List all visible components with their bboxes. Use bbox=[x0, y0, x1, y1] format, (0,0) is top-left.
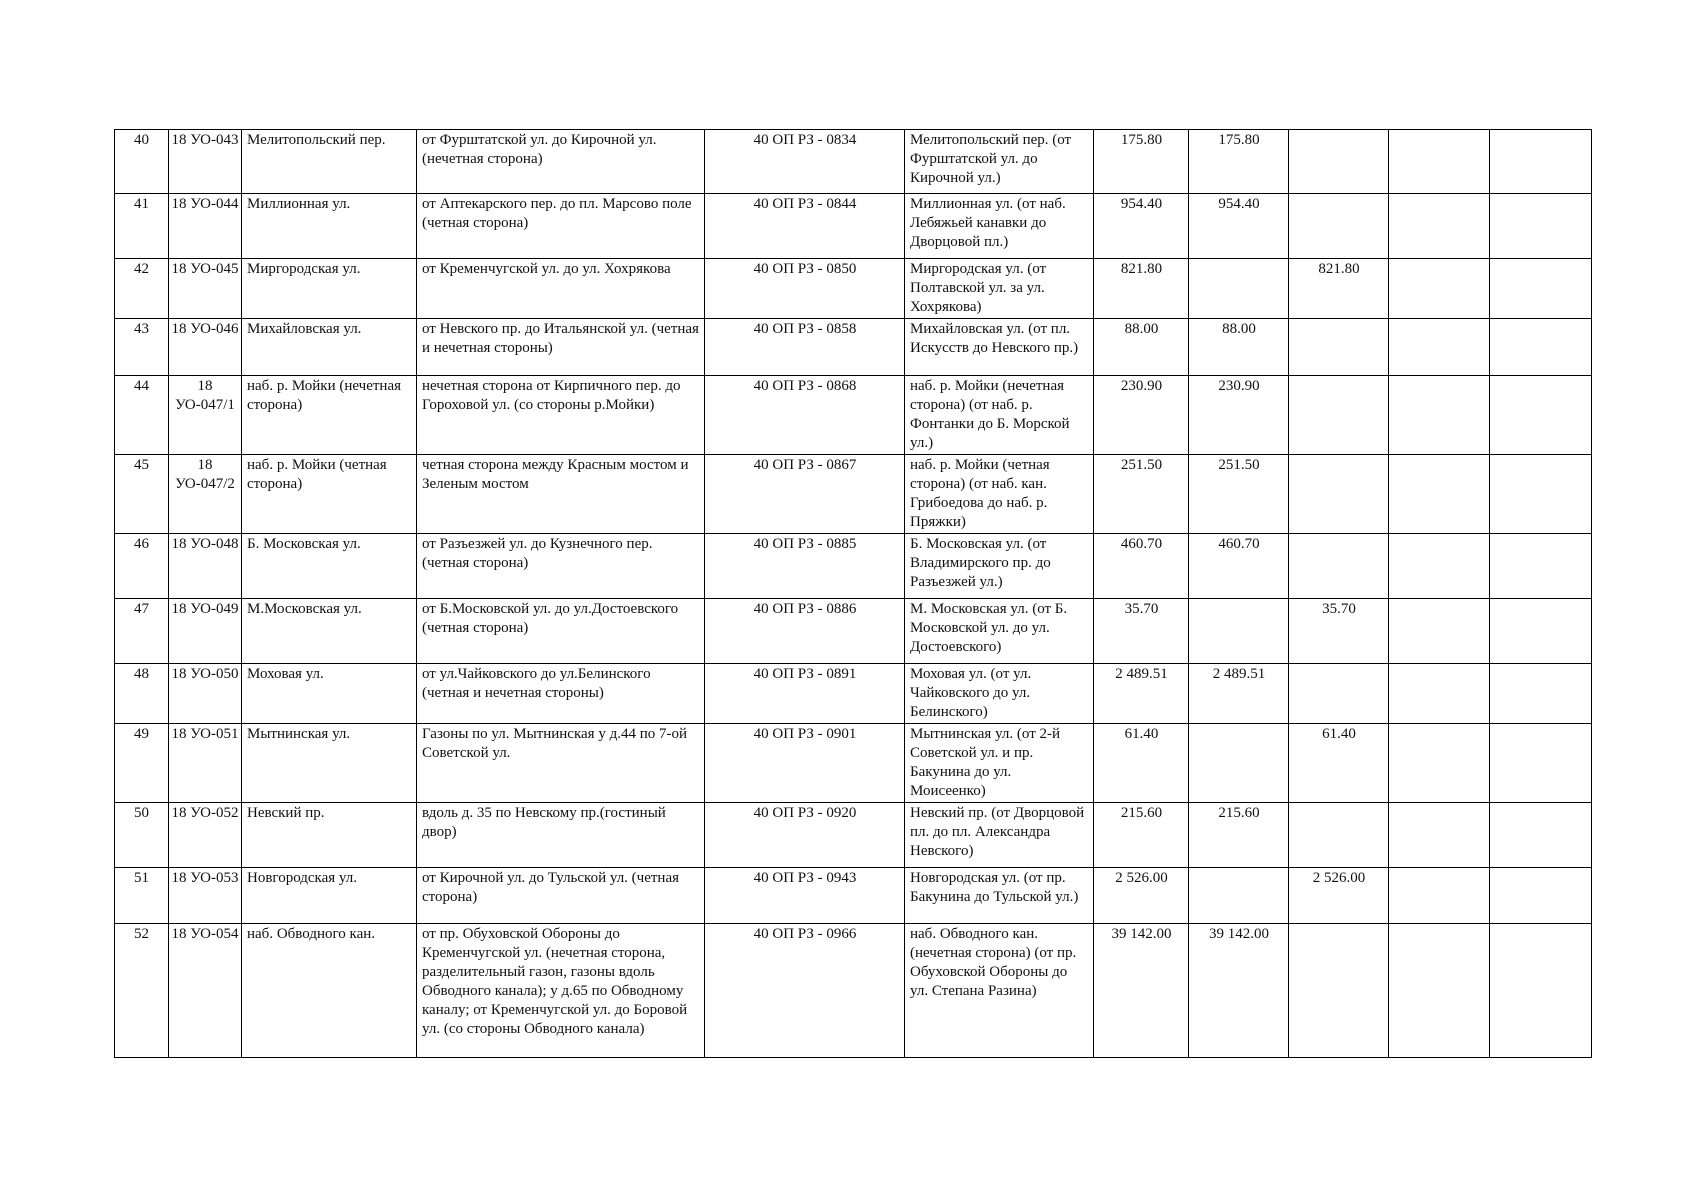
area-column-c-cell bbox=[1389, 724, 1490, 803]
road-section-cell: Миллионная ул. (от наб. Лебяжьей канавки до Дворцовой пл.) bbox=[905, 194, 1094, 259]
area-column-c-cell bbox=[1389, 319, 1490, 376]
area-column-c-cell bbox=[1389, 924, 1490, 1058]
total-area-cell: 215.60 bbox=[1094, 803, 1189, 868]
registry-number-cell: 40 ОП РЗ - 0834 bbox=[705, 130, 905, 194]
area-column-d-cell bbox=[1490, 376, 1592, 455]
area-column-c-cell bbox=[1389, 376, 1490, 455]
location-description-cell: четная сторона между Красным мостом и Зеленым мостом bbox=[417, 455, 705, 534]
registry-number-cell: 40 ОП РЗ - 0901 bbox=[705, 724, 905, 803]
area-column-a-cell: 175.80 bbox=[1189, 130, 1289, 194]
location-description-cell: от ул.Чайковского до ул.Белинского (четная и нечетная стороны) bbox=[417, 664, 705, 724]
road-section-cell: Миргородская ул. (от Полтавской ул. за ул. Хохрякова) bbox=[905, 259, 1094, 319]
total-area-cell: 175.80 bbox=[1094, 130, 1189, 194]
area-column-d-cell bbox=[1490, 868, 1592, 924]
area-column-d-cell bbox=[1490, 319, 1592, 376]
area-column-c-cell bbox=[1389, 455, 1490, 534]
area-column-a-cell: 251.50 bbox=[1189, 455, 1289, 534]
registry-number-cell: 40 ОП РЗ - 0943 bbox=[705, 868, 905, 924]
object-code-cell: 18 УО-050 bbox=[169, 664, 242, 724]
area-column-d-cell bbox=[1490, 534, 1592, 599]
street-name-cell: Мытнинская ул. bbox=[242, 724, 417, 803]
table-row bbox=[115, 599, 1592, 664]
total-area-cell: 2 489.51 bbox=[1094, 664, 1189, 724]
table-row bbox=[115, 194, 1592, 259]
location-description-cell: от Разъезжей ул. до Кузнечного пер. (четная сторона) bbox=[417, 534, 705, 599]
row-number-cell: 47 bbox=[115, 599, 169, 664]
location-description-cell: от Кирочной ул. до Тульской ул. (четная сторона) bbox=[417, 868, 705, 924]
object-code-cell: 18 УО-049 bbox=[169, 599, 242, 664]
table-row bbox=[115, 868, 1592, 924]
object-code-cell: 18 УО-046 bbox=[169, 319, 242, 376]
total-area-cell: 251.50 bbox=[1094, 455, 1189, 534]
street-name-cell: М.Московская ул. bbox=[242, 599, 417, 664]
row-number-cell: 46 bbox=[115, 534, 169, 599]
total-area-cell: 88.00 bbox=[1094, 319, 1189, 376]
registry-number-cell: 40 ОП РЗ - 0920 bbox=[705, 803, 905, 868]
area-column-b-cell bbox=[1289, 130, 1389, 194]
row-number-cell: 42 bbox=[115, 259, 169, 319]
location-description-cell: от Фурштатской ул. до Кирочной ул. (нечетная сторона) bbox=[417, 130, 705, 194]
object-code-cell: 18 УО-051 bbox=[169, 724, 242, 803]
object-code-cell: 18 УО-054 bbox=[169, 924, 242, 1058]
total-area-cell: 39 142.00 bbox=[1094, 924, 1189, 1058]
table-row bbox=[115, 664, 1592, 724]
row-number-cell: 44 bbox=[115, 376, 169, 455]
street-name-cell: Миллионная ул. bbox=[242, 194, 417, 259]
street-name-cell: Мелитопольский пер. bbox=[242, 130, 417, 194]
object-code-cell: 18 УО-045 bbox=[169, 259, 242, 319]
road-section-cell: Михайловская ул. (от пл. Искусств до Невского пр.) bbox=[905, 319, 1094, 376]
area-column-d-cell bbox=[1490, 259, 1592, 319]
road-section-cell: М. Московская ул. (от Б. Московской ул. до ул. Достоевского) bbox=[905, 599, 1094, 664]
registry-number-cell: 40 ОП РЗ - 0858 bbox=[705, 319, 905, 376]
table-row bbox=[115, 924, 1592, 1058]
location-description-cell: от пр. Обуховской Обороны до Кременчугской ул. (нечетная сторона, разделительный газон, газоны вдоль Обводного канала); у д.65 по Обводному каналу; от Кременчугской ул. до Боровой ул. (со стороны Обводного канала) bbox=[417, 924, 705, 1058]
area-column-d-cell bbox=[1490, 803, 1592, 868]
area-column-d-cell bbox=[1490, 664, 1592, 724]
area-column-a-cell bbox=[1189, 868, 1289, 924]
total-area-cell: 230.90 bbox=[1094, 376, 1189, 455]
area-column-d-cell bbox=[1490, 724, 1592, 803]
object-code-cell: 18 УО-047/2 bbox=[169, 455, 242, 534]
total-area-cell: 821.80 bbox=[1094, 259, 1189, 319]
registry-number-cell: 40 ОП РЗ - 0844 bbox=[705, 194, 905, 259]
area-column-b-cell bbox=[1289, 924, 1389, 1058]
table-row bbox=[115, 376, 1592, 455]
registry-number-cell: 40 ОП РЗ - 0868 bbox=[705, 376, 905, 455]
road-section-cell: Моховая ул. (от ул. Чайковского до ул. Белинского) bbox=[905, 664, 1094, 724]
area-column-b-cell bbox=[1289, 319, 1389, 376]
row-number-cell: 45 bbox=[115, 455, 169, 534]
road-section-cell: Новгородская ул. (от пр. Бакунина до Тульской ул.) bbox=[905, 868, 1094, 924]
object-code-cell: 18 УО-052 bbox=[169, 803, 242, 868]
area-column-a-cell bbox=[1189, 724, 1289, 803]
area-column-c-cell bbox=[1389, 803, 1490, 868]
total-area-cell: 460.70 bbox=[1094, 534, 1189, 599]
area-column-c-cell bbox=[1389, 599, 1490, 664]
registry-number-cell: 40 ОП РЗ - 0850 bbox=[705, 259, 905, 319]
street-name-cell: Миргородская ул. bbox=[242, 259, 417, 319]
road-section-cell: Мелитопольский пер. (от Фурштатской ул. до Кирочной ул.) bbox=[905, 130, 1094, 194]
area-column-a-cell: 39 142.00 bbox=[1189, 924, 1289, 1058]
area-column-d-cell bbox=[1490, 455, 1592, 534]
registry-number-cell: 40 ОП РЗ - 0891 bbox=[705, 664, 905, 724]
area-column-c-cell bbox=[1389, 194, 1490, 259]
row-number-cell: 43 bbox=[115, 319, 169, 376]
table-row bbox=[115, 534, 1592, 599]
row-number-cell: 51 bbox=[115, 868, 169, 924]
location-description-cell: от Невского пр. до Итальянской ул. (четная и нечетная стороны) bbox=[417, 319, 705, 376]
registry-number-cell: 40 ОП РЗ - 0886 bbox=[705, 599, 905, 664]
road-section-cell: Мытнинская ул. (от 2-й Советской ул. и пр. Бакунина до ул. Моисеенко) bbox=[905, 724, 1094, 803]
area-column-b-cell bbox=[1289, 194, 1389, 259]
table-body bbox=[115, 130, 1592, 1058]
table-row bbox=[115, 724, 1592, 803]
street-name-cell: Михайловская ул. bbox=[242, 319, 417, 376]
object-code-cell: 18 УО-043 bbox=[169, 130, 242, 194]
area-column-c-cell bbox=[1389, 534, 1490, 599]
area-column-a-cell: 460.70 bbox=[1189, 534, 1289, 599]
road-section-cell: наб. Обводного кан. (нечетная сторона) (от пр. Обуховской Обороны до ул. Степана Разина) bbox=[905, 924, 1094, 1058]
area-column-b-cell: 821.80 bbox=[1289, 259, 1389, 319]
area-column-b-cell: 61.40 bbox=[1289, 724, 1389, 803]
object-code-cell: 18 УО-047/1 bbox=[169, 376, 242, 455]
street-name-cell: Новгородская ул. bbox=[242, 868, 417, 924]
area-column-a-cell: 215.60 bbox=[1189, 803, 1289, 868]
registry-number-cell: 40 ОП РЗ - 0867 bbox=[705, 455, 905, 534]
road-section-cell: наб. р. Мойки (четная сторона) (от наб. кан. Грибоедова до наб. р. Пряжки) bbox=[905, 455, 1094, 534]
area-column-d-cell bbox=[1490, 130, 1592, 194]
location-description-cell: от Б.Московской ул. до ул.Достоевского (четная сторона) bbox=[417, 599, 705, 664]
object-code-cell: 18 УО-044 bbox=[169, 194, 242, 259]
location-description-cell: Газоны по ул. Мытнинская у д.44 по 7-ой Советской ул. bbox=[417, 724, 705, 803]
area-column-a-cell: 230.90 bbox=[1189, 376, 1289, 455]
table-row bbox=[115, 803, 1592, 868]
area-column-b-cell: 35.70 bbox=[1289, 599, 1389, 664]
location-description-cell: от Кременчугской ул. до ул. Хохрякова bbox=[417, 259, 705, 319]
location-description-cell: от Аптекарского пер. до пл. Марсово поле (четная сторона) bbox=[417, 194, 705, 259]
area-column-b-cell bbox=[1289, 455, 1389, 534]
area-column-a-cell: 954.40 bbox=[1189, 194, 1289, 259]
area-column-b-cell bbox=[1289, 376, 1389, 455]
table-row bbox=[115, 319, 1592, 376]
road-section-cell: Б. Московская ул. (от Владимирского пр. до Разъезжей ул.) bbox=[905, 534, 1094, 599]
row-number-cell: 49 bbox=[115, 724, 169, 803]
area-column-b-cell bbox=[1289, 803, 1389, 868]
table-row bbox=[115, 130, 1592, 194]
area-column-c-cell bbox=[1389, 259, 1490, 319]
area-column-c-cell bbox=[1389, 664, 1490, 724]
street-name-cell: наб. р. Мойки (нечетная сторона) bbox=[242, 376, 417, 455]
registry-number-cell: 40 ОП РЗ - 0966 bbox=[705, 924, 905, 1058]
area-column-a-cell: 88.00 bbox=[1189, 319, 1289, 376]
area-column-d-cell bbox=[1490, 194, 1592, 259]
road-section-cell: наб. р. Мойки (нечетная сторона) (от наб. р. Фонтанки до Б. Морской ул.) bbox=[905, 376, 1094, 455]
total-area-cell: 35.70 bbox=[1094, 599, 1189, 664]
street-name-cell: Б. Московская ул. bbox=[242, 534, 417, 599]
total-area-cell: 2 526.00 bbox=[1094, 868, 1189, 924]
street-name-cell: Невский пр. bbox=[242, 803, 417, 868]
object-code-cell: 18 УО-048 bbox=[169, 534, 242, 599]
table-row bbox=[115, 455, 1592, 534]
street-name-cell: Моховая ул. bbox=[242, 664, 417, 724]
row-number-cell: 41 bbox=[115, 194, 169, 259]
street-name-cell: наб. р. Мойки (четная сторона) bbox=[242, 455, 417, 534]
area-column-a-cell bbox=[1189, 599, 1289, 664]
area-column-b-cell bbox=[1289, 534, 1389, 599]
data-table bbox=[114, 129, 1592, 1058]
area-column-d-cell bbox=[1490, 924, 1592, 1058]
total-area-cell: 954.40 bbox=[1094, 194, 1189, 259]
row-number-cell: 52 bbox=[115, 924, 169, 1058]
row-number-cell: 50 bbox=[115, 803, 169, 868]
registry-number-cell: 40 ОП РЗ - 0885 bbox=[705, 534, 905, 599]
location-description-cell: вдоль д. 35 по Невскому пр.(гостиный двор) bbox=[417, 803, 705, 868]
area-column-a-cell: 2 489.51 bbox=[1189, 664, 1289, 724]
road-section-cell: Невский пр. (от Дворцовой пл. до пл. Александра Невского) bbox=[905, 803, 1094, 868]
total-area-cell: 61.40 bbox=[1094, 724, 1189, 803]
street-name-cell: наб. Обводного кан. bbox=[242, 924, 417, 1058]
area-column-b-cell bbox=[1289, 664, 1389, 724]
area-column-b-cell: 2 526.00 bbox=[1289, 868, 1389, 924]
row-number-cell: 48 bbox=[115, 664, 169, 724]
table-row bbox=[115, 259, 1592, 319]
object-code-cell: 18 УО-053 bbox=[169, 868, 242, 924]
area-column-d-cell bbox=[1490, 599, 1592, 664]
area-column-a-cell bbox=[1189, 259, 1289, 319]
area-column-c-cell bbox=[1389, 130, 1490, 194]
location-description-cell: нечетная сторона от Кирпичного пер. до Гороховой ул. (со стороны р.Мойки) bbox=[417, 376, 705, 455]
row-number-cell: 40 bbox=[115, 130, 169, 194]
area-column-c-cell bbox=[1389, 868, 1490, 924]
